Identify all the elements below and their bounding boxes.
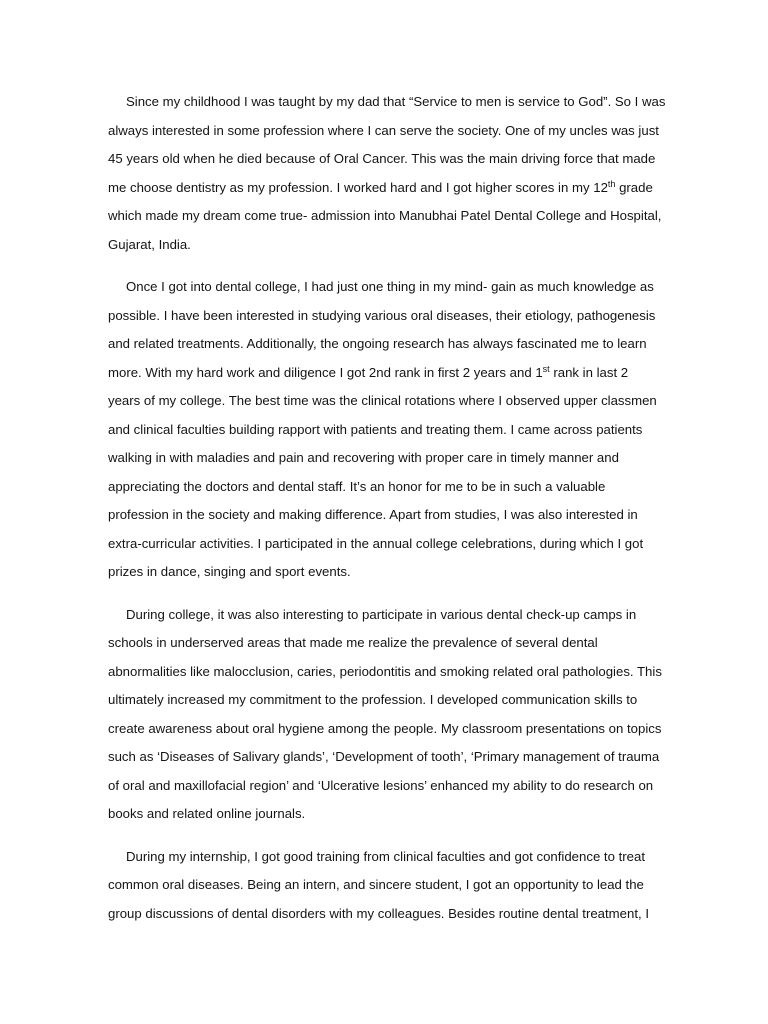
text-line: During college, it was also interesting to participate in various dental check-up camps in xyxy=(126,606,637,622)
text-line: which made my dream come true- admission into Manubhai Patel Dental College and Hospital, xyxy=(108,208,662,223)
text-segment: grade xyxy=(615,179,653,195)
text-segment: rank in last 2 xyxy=(549,364,629,380)
text-line: such as ‘Diseases of Salivary glands’, ‘Development of tooth’, ‘Primary management of trauma xyxy=(108,749,660,764)
text-line: Since my childhood I was taught by my dad that “Service to men is service to God”. So I was xyxy=(126,94,666,109)
text-line: schools in underserved areas that made me realize the prevalence of several dental xyxy=(108,635,598,650)
text-line: During my internship, I got good training from clinical faculties and got confidence to treat xyxy=(126,848,645,864)
text-segment: more. With my hard work and diligence I got 2nd rank in first 2 years and 1 xyxy=(108,364,543,380)
text-line: profession in the society and making difference. Apart from studies, I was also interested in xyxy=(108,507,638,522)
text-line: and related treatments. Additionally, the ongoing research has always fascinated me to learn xyxy=(108,336,647,351)
text-line: group discussions of dental disorders with my colleagues. Besides routine dental treatment, I xyxy=(108,905,649,921)
text-line xyxy=(90,174,670,203)
text-line: and clinical faculties building rapport with patients and treating them. I came across patients xyxy=(108,421,643,437)
paragraph-2 xyxy=(90,273,670,587)
text-line: appreciating the doctors and dental staff. It’s an honor for me to be in such a valuable xyxy=(108,478,606,494)
text-line: Once I got into dental college, I had just one thing in my mind- gain as much knowledge as xyxy=(126,279,654,294)
superscript: th xyxy=(607,178,616,189)
text-line: of oral and maxillofacial region’ and ‘Ulcerative lesions’ enhanced my ability to do research on xyxy=(108,777,654,793)
text-line xyxy=(90,359,670,388)
superscript: st xyxy=(542,363,550,374)
text-line: Gujarat, India. xyxy=(108,236,191,252)
text-line: abnormalities like malocclusion, caries, periodontitis and smoking related oral pathologies. This xyxy=(108,663,662,679)
text-line: common oral diseases. Being an intern, and sincere student, I got an opportunity to lead the xyxy=(108,877,644,892)
document-page xyxy=(90,88,670,942)
text-line: create awareness about oral hygiene among the people. My classroom presentations on topics xyxy=(108,720,662,736)
text-line: 45 years old when he died because of Oral Cancer. This was the main driving force that made xyxy=(108,151,656,166)
text-segment: me choose dentistry as my profession. I worked hard and I got higher scores in my 12 xyxy=(108,179,608,195)
paragraph-4 xyxy=(90,843,670,929)
text-line: books and related online journals. xyxy=(108,806,306,821)
text-line: prizes in dance, singing and sport events. xyxy=(108,564,351,579)
text-line: possible. I have been interested in studying various oral diseases, their etiology, pathogenesis xyxy=(108,307,656,323)
paragraph-1 xyxy=(90,88,670,259)
text-line: always interested in some profession where I can serve the society. One of my uncles was just xyxy=(108,122,659,138)
paragraph-3 xyxy=(90,601,670,829)
text-line: years of my college. The best time was the clinical rotations where I observed upper classmen xyxy=(108,393,657,408)
text-line: extra-curricular activities. I participated in the annual college celebrations, during which I got xyxy=(108,535,644,551)
text-line: ultimately increased my commitment to the profession. I developed communication skills to xyxy=(108,692,638,707)
text-line: walking in with maladies and pain and recovering with proper care in timely manner and xyxy=(108,450,619,465)
